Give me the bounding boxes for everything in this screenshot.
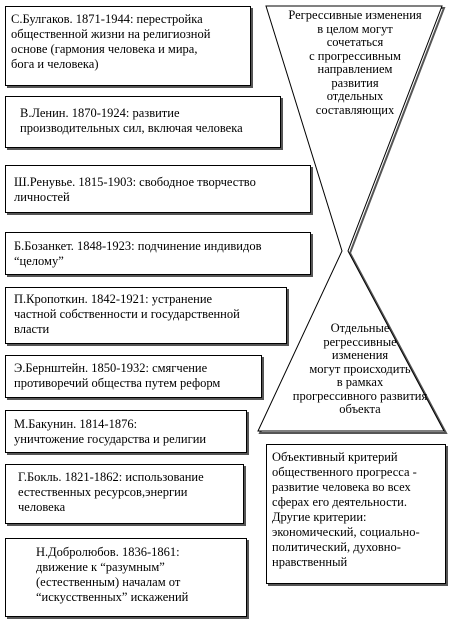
thinker-box-lenin [5, 96, 281, 148]
line: развития [331, 75, 379, 90]
line: развитие человека во всех [272, 480, 411, 494]
line: Регрессивные изменения [288, 8, 422, 22]
line: Н.Добролюбов. 1836-1861: [36, 545, 180, 559]
line: естественных ресурсов,энергии [18, 485, 188, 499]
line: направлением [317, 62, 393, 76]
line: экономический, социально- [272, 525, 420, 539]
criteria-box [266, 444, 446, 584]
line: Б.Бозанкет. 1848-1923: подчинение индивидов [14, 239, 262, 253]
thinker-box-bakunin [5, 410, 247, 453]
line: нравственный [272, 555, 348, 569]
line: (естественным) началам от [36, 575, 181, 589]
thinker-box-bernstein [5, 355, 262, 398]
line: С.Булгаков. 1871-1944: перестройка [11, 12, 203, 26]
line: в рамках [336, 375, 384, 389]
line: Объективный критерий [272, 450, 398, 464]
line: политический, духовно- [272, 540, 401, 554]
line: прогрессивного развития [292, 388, 428, 403]
line: объекта [339, 402, 381, 416]
line: общественной жизни на религиозной [11, 27, 211, 41]
thinker-box-bosanquet [5, 232, 311, 275]
line: противоречий общества путем реформ [14, 376, 221, 390]
thinker-box-kropotkin [5, 287, 287, 344]
thinker-box-dobrolyubov [5, 538, 247, 617]
upper-triangle-text [270, 9, 440, 117]
line: власти [14, 322, 50, 336]
thinker-box-renouvier [5, 165, 311, 213]
thinker-box-bulgakov [5, 6, 251, 86]
lower-triangle-text [276, 322, 444, 417]
line: изменения [331, 348, 389, 362]
line: Другие критерии: [272, 510, 367, 524]
line: могут происходить [309, 361, 411, 376]
line: регрессивные [323, 334, 397, 349]
thinker-box-buckle [5, 464, 244, 524]
line: в целом могут [317, 21, 393, 36]
line: основе (гармония человека и мира, [11, 42, 198, 56]
line: Отдельные [330, 321, 390, 335]
line: Г.Бокль. 1821-1862: использование [18, 470, 204, 484]
line: сочетаться [326, 35, 384, 49]
line: личностей [14, 190, 70, 204]
line: общественного прогресса - [272, 465, 417, 479]
line: “искусственных” искажений [36, 590, 189, 604]
line: уничтожение государства и религии [14, 432, 207, 446]
line: бога и человека) [11, 57, 99, 71]
line: человека [18, 500, 66, 514]
line: Э.Бернштейн. 1850-1932: смягчение [14, 361, 208, 375]
line: “целому” [14, 254, 64, 268]
line: сферах его деятельности. [272, 495, 407, 509]
line: отдельных [326, 89, 384, 103]
line: движение к “разумным” [36, 560, 165, 574]
line: Ш.Ренувье. 1815-1903: свободное творчество [14, 175, 256, 189]
line: М.Бакунин. 1814-1876: [14, 417, 138, 431]
line: частной собственности и государственной [14, 307, 240, 321]
line: составляющих [315, 102, 395, 117]
line: П.Кропоткин. 1842-1921: устранение [14, 292, 213, 306]
line: производительных сил, включая человека [20, 121, 243, 135]
line: В.Ленин. 1870-1924: развитие [20, 106, 180, 120]
line: с прогрессивным [309, 48, 401, 63]
